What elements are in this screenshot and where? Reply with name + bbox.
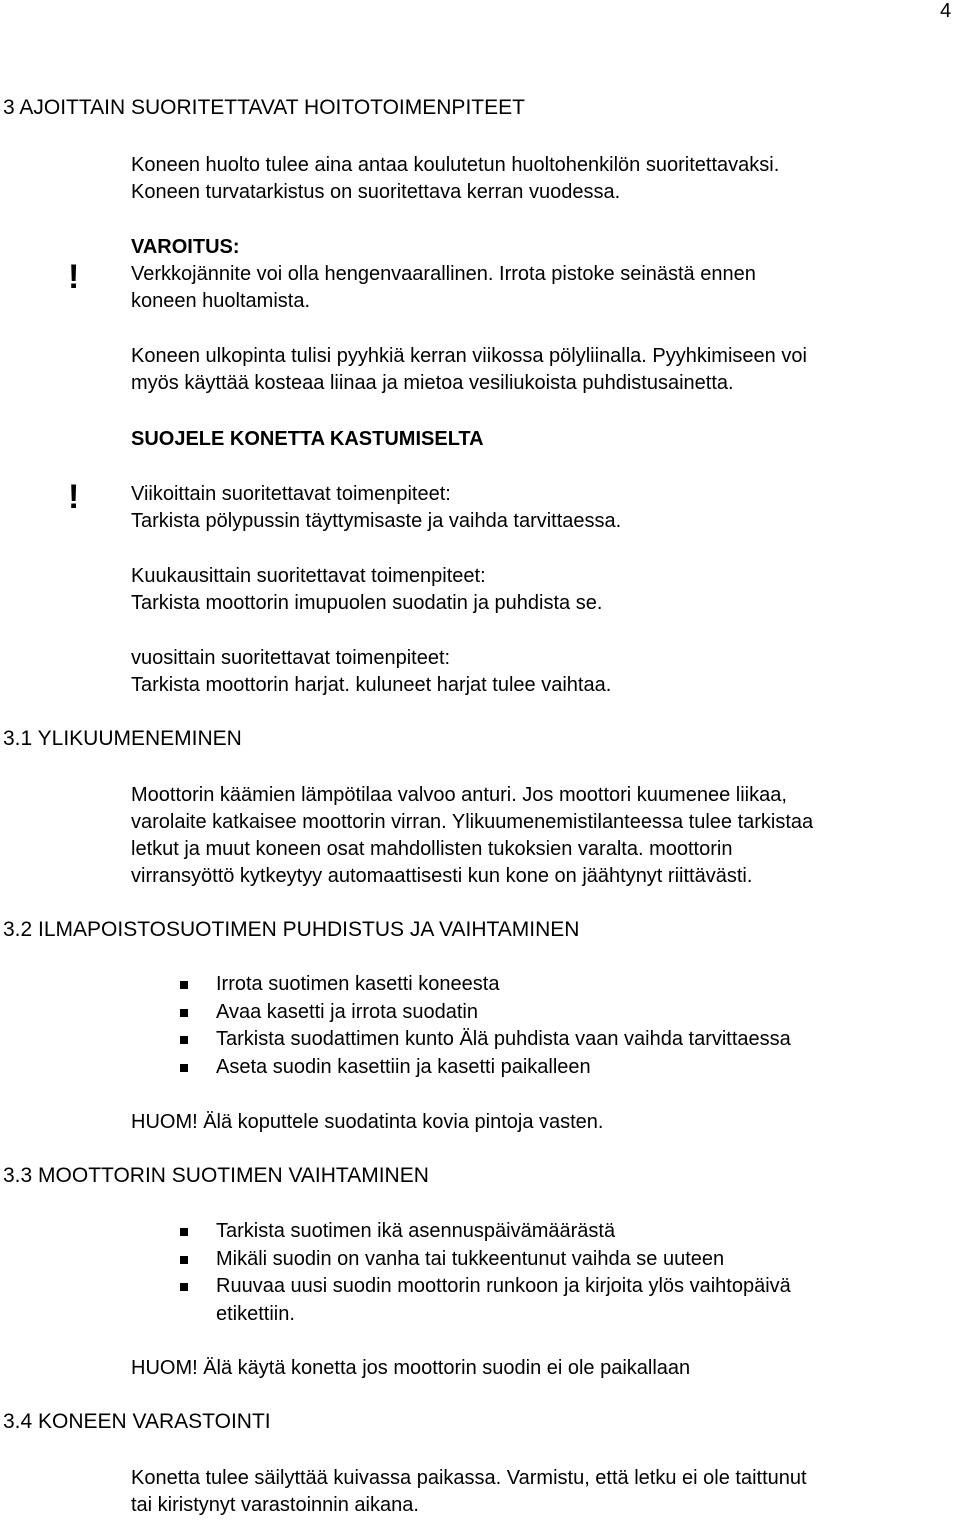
storage-line-1: Konetta tulee säilyttää kuivassa paikassa. Varmistu, että letku ei ole taittunut: [131, 1467, 807, 1489]
weekly-task: Tarkista pölypussin täyttymisaste ja vaihda tarvittaessa.: [131, 510, 622, 532]
bullet-square-icon: [180, 1064, 188, 1072]
overheat-line-3: letkut ja muut koneen osat mahdollisten tukoksien varalta. moottorin: [131, 838, 733, 860]
list-item: Avaa kasetti ja irrota suodatin: [180, 999, 791, 1027]
overheat-line-1: Moottorin käämien lämpötilaa valvoo anturi. Jos moottori kuumenee liikaa,: [131, 784, 787, 806]
page-number: 4: [940, 0, 952, 22]
monthly-heading: Kuukausittain suoritettavat toimenpiteet:: [131, 565, 486, 587]
warning-line-2: koneen huoltamista.: [131, 290, 311, 312]
section-3-4-title: 3.4 KONEEN VARASTOINTI: [3, 1410, 271, 1433]
list-item: etikettiin.: [216, 1302, 295, 1325]
overheat-line-2: varolaite katkaisee moottorin virran. Ylikuumenemistilanteessa tulee tarkistaa: [131, 811, 814, 833]
yearly-heading: vuosittain suoritettavat toimenpiteet:: [131, 647, 451, 669]
warning-title: VAROITUS:: [131, 236, 240, 258]
section-3-1-title: 3.1 YLIKUUMENEMINEN: [3, 727, 242, 750]
list-item: Mikäli suodin on vanha tai tukkeentunut vaihda se uuteen: [180, 1246, 791, 1274]
yearly-task: Tarkista moottorin harjat. kuluneet harjat tulee vaihtaa.: [131, 674, 612, 696]
list-item: Ruuvaa uusi suodin moottorin runkoon ja kirjoita ylös vaihtopäivä: [180, 1273, 791, 1301]
section-3-title: 3 AJOITTAIN SUORITETTAVAT HOITOTOIMENPITEET: [3, 96, 525, 119]
bullet-square-icon: [180, 1036, 188, 1044]
cleaning-line-2: myös käyttää kosteaa liinaa ja mietoa vesiliukoista puhdistusainetta.: [131, 372, 734, 394]
warning-mark: !: [68, 258, 80, 296]
list-item: Tarkista suodattimen kunto Älä puhdista vaan vaihda tarvittaessa: [180, 1026, 791, 1054]
bullet-square-icon: [180, 1009, 188, 1017]
bullet-square-icon: [180, 1256, 188, 1264]
motor-filter-note: HUOM! Älä käytä konetta jos moottorin suodin ei ole paikallaan: [131, 1357, 691, 1379]
cleaning-line-1: Koneen ulkopinta tulisi pyyhkiä kerran viikossa pölyliinalla. Pyyhkimiseen voi: [131, 345, 807, 367]
protect-title: SUOJELE KONETTA KASTUMISELTA: [131, 428, 484, 450]
list-item: Irrota suotimen kasetti koneesta: [180, 971, 791, 999]
monthly-task: Tarkista moottorin imupuolen suodatin ja puhdista se.: [131, 592, 603, 614]
weekly-heading: Viikoittain suoritettavat toimenpiteet:: [131, 483, 451, 505]
bullet-square-icon: [180, 1283, 188, 1291]
motor-filter-steps-list: [180, 1218, 791, 1328]
bullet-square-icon: [180, 981, 188, 989]
bullet-square-icon: [180, 1228, 188, 1236]
warning-line-1: Verkkojännite voi olla hengenvaarallinen. Irrota pistoke seinästä ennen: [131, 263, 756, 285]
list-item: Aseta suodin kasettiin ja kasetti paikalleen: [180, 1054, 791, 1082]
intro-line-2: Koneen turvatarkistus on suoritettava kerran vuodessa.: [131, 181, 621, 203]
filter-note: HUOM! Älä koputtele suodatinta kovia pintoja vasten.: [131, 1111, 604, 1133]
list-item: Tarkista suotimen ikä asennuspäivämäärästä: [180, 1218, 791, 1246]
overheat-line-4: virransyöttö kytkeytyy automaattisesti kun kone on jäähtynyt riittävästi.: [131, 865, 753, 887]
storage-line-2: tai kiristynyt varastoinnin aikana.: [131, 1494, 419, 1516]
section-3-2-title: 3.2 ILMAPOISTOSUOTIMEN PUHDISTUS JA VAIHTAMINEN: [3, 918, 580, 941]
protect-mark: !: [68, 478, 80, 516]
section-3-3-title: 3.3 MOOTTORIN SUOTIMEN VAIHTAMINEN: [3, 1164, 429, 1187]
intro-line-1: Koneen huolto tulee aina antaa koulutetun huoltohenkilön suoritettavaksi.: [131, 154, 780, 176]
filter-steps-list: [180, 971, 791, 1081]
